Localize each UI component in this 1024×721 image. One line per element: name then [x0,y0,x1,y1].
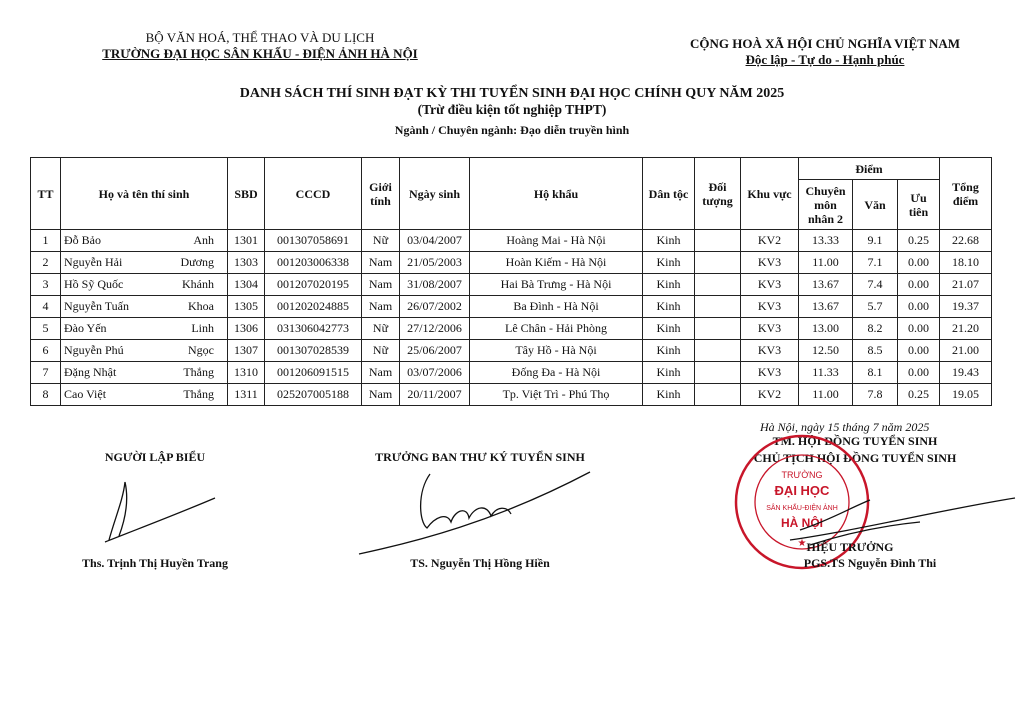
col-gender: Giới tính [362,158,400,230]
candidate-table [30,157,992,406]
cell-bonus: 0.00 [898,340,940,362]
col-cccd: CCCD [265,158,362,230]
cell-total: 21.07 [940,274,992,296]
cell-bonus: 0.00 [898,252,940,274]
cell-dob: 20/11/2007 [400,384,470,406]
cell-dob: 25/06/2007 [400,340,470,362]
col-tt: TT [31,158,61,230]
star-icon: ★ [797,538,807,549]
col-sbd: SBD [228,158,265,230]
table-row [31,318,992,340]
cell-sbd: 1310 [228,362,265,384]
col-major-score: Chuyên môn nhân 2 [799,180,853,230]
col-literature: Văn [853,180,898,230]
cell-region: KV3 [741,318,799,340]
cell-name [61,230,228,252]
cell-gender: Nam [362,362,400,384]
cell-name [61,274,228,296]
candidate-surname: Hồ Sỹ Quốc [64,277,124,291]
table-row [31,252,992,274]
cell-gender: Nam [362,274,400,296]
cell-sbd: 1304 [228,274,265,296]
cell-priority [695,274,741,296]
cell-dob: 03/04/2007 [400,230,470,252]
cell-region: KV2 [741,230,799,252]
cell-total: 19.37 [940,296,992,318]
cell-bonus: 0.25 [898,230,940,252]
cell-tt: 2 [31,252,61,274]
cell-dob: 26/07/2002 [400,296,470,318]
cell-gender: Nữ [362,318,400,340]
cell-ethnicity: Kinh [643,230,695,252]
cell-cccd: 001206091515 [265,362,362,384]
candidate-surname: Nguyễn Tuấn [64,299,130,313]
cell-dob: 31/08/2007 [400,274,470,296]
council-chair-title: CHỦ TỊCH HỘI ĐỒNG TUYỂN SINH [753,451,957,465]
major-line: Ngành / Chuyên ngành: Đạo diễn truyền hình [394,123,630,137]
seal-line-3: SÂN KHẤU-ĐIỆN ẢNH [766,505,838,512]
col-bonus: Ưu tiên [898,180,940,230]
cell-bonus: 0.00 [898,318,940,340]
preparer-name: Ths. Trịnh Thị Huyền Trang [82,556,228,570]
candidate-given-name: Linh [191,321,214,335]
university-name: TRƯỜNG ĐẠI HỌC SÂN KHẤU - ĐIỆN ẢNH HÀ NỘI [102,46,418,61]
cell-cccd: 001307028539 [265,340,362,362]
cell-literature: 7.1 [853,252,898,274]
candidate-given-name: Anh [193,233,214,247]
candidate-surname: Đào Yến [64,321,107,335]
candidate-surname: Nguyễn Hải [64,255,123,269]
cell-cccd: 001203006338 [265,252,362,274]
cell-sbd: 1307 [228,340,265,362]
cell-total: 18.10 [940,252,992,274]
col-name: Họ và tên thí sinh [61,158,228,230]
cell-residence: Hoàng Mai - Hà Nội [470,230,643,252]
cell-major-score: 13.67 [799,296,853,318]
cell-bonus: 0.00 [898,296,940,318]
cell-gender: Nữ [362,340,400,362]
cell-total: 21.00 [940,340,992,362]
cell-sbd: 1305 [228,296,265,318]
cell-priority [695,296,741,318]
cell-total: 22.68 [940,230,992,252]
cell-residence: Hai Bà Trưng - Hà Nội [470,274,643,296]
table-row [31,384,992,406]
cell-major-score: 11.33 [799,362,853,384]
cell-bonus: 0.25 [898,384,940,406]
cell-tt: 7 [31,362,61,384]
seal-line-1: TRƯỜNG [781,470,823,480]
secretary-name: TS. Nguyễn Thị Hồng Hiền [410,556,550,570]
cell-name [61,340,228,362]
header-left [60,30,460,62]
document-subtitle: (Trừ điều kiện tốt nghiệp THPT) [417,102,607,117]
cell-region: KV3 [741,340,799,362]
cell-dob: 21/05/2003 [400,252,470,274]
col-dob: Ngày sinh [400,158,470,230]
candidate-surname: Nguyễn Phú [64,343,124,357]
rector-name: PGS.TS Nguyễn Đình Thi [803,556,937,570]
cell-ethnicity: Kinh [643,318,695,340]
cell-dob: 27/12/2006 [400,318,470,340]
candidate-surname: Cao Việt [64,387,107,401]
table-row [31,362,992,384]
col-residence: Hộ khẩu [470,158,643,230]
cell-literature: 7.8 [853,384,898,406]
cell-literature: 8.2 [853,318,898,340]
cell-sbd: 1311 [228,384,265,406]
cell-ethnicity: Kinh [643,384,695,406]
cell-literature: 8.1 [853,362,898,384]
cell-cccd: 001307058691 [265,230,362,252]
cell-major-score: 11.00 [799,384,853,406]
cell-tt: 8 [31,384,61,406]
cell-name [61,384,228,406]
cell-major-score: 13.33 [799,230,853,252]
cell-gender: Nữ [362,230,400,252]
cell-ethnicity: Kinh [643,274,695,296]
col-priority-group: Đối tượng [695,158,741,230]
rector-title: HIỆU TRƯỞNG [806,540,894,554]
candidate-given-name: Thắng [183,365,214,379]
cell-gender: Nam [362,252,400,274]
cell-name [61,252,228,274]
cell-literature: 7.4 [853,274,898,296]
cell-cccd: 001202024885 [265,296,362,318]
cell-tt: 4 [31,296,61,318]
council-title: TM. HỘI ĐỒNG TUYỂN SINH [772,434,938,448]
cell-dob: 03/07/2006 [400,362,470,384]
cell-region: KV2 [741,384,799,406]
document-title: DANH SÁCH THÍ SINH ĐẠT KỲ THI TUYỂN SINH ĐẠI HỌC CHÍNH QUY NĂM 2025 [239,86,785,101]
cell-sbd: 1303 [228,252,265,274]
table-row [31,340,992,362]
cell-literature: 9.1 [853,230,898,252]
cell-major-score: 13.67 [799,274,853,296]
cell-ethnicity: Kinh [643,340,695,362]
col-ethnicity: Dân tộc [643,158,695,230]
cell-tt: 3 [31,274,61,296]
preparer-title: NGƯỜI LẬP BIỂU [104,450,206,464]
cell-residence: Tây Hồ - Hà Nội [470,340,643,362]
cell-bonus: 0.00 [898,362,940,384]
cell-literature: 8.5 [853,340,898,362]
table-body [31,230,992,406]
col-total: Tổng điểm [940,158,992,230]
table-row [31,296,992,318]
cell-priority [695,318,741,340]
cell-tt: 1 [31,230,61,252]
candidate-given-name: Ngọc [188,343,214,357]
table-row [31,230,992,252]
cell-name [61,296,228,318]
national-motto: Độc lập - Tự do - Hạnh phúc [745,52,905,67]
table-row [31,274,992,296]
cell-tt: 5 [31,318,61,340]
cell-literature: 5.7 [853,296,898,318]
cell-priority [695,230,741,252]
cell-cccd: 001207020195 [265,274,362,296]
seal-line-4: HÀ NỘI [781,516,823,530]
cell-name [61,318,228,340]
cell-ethnicity: Kinh [643,362,695,384]
cell-residence: Ba Đình - Hà Nội [470,296,643,318]
candidate-given-name: Thắng [183,387,214,401]
cell-sbd: 1306 [228,318,265,340]
col-region: Khu vực [741,158,799,230]
col-score-group: Điểm [799,158,940,180]
candidate-given-name: Khoa [188,299,214,313]
cell-major-score: 11.00 [799,252,853,274]
cell-priority [695,362,741,384]
country-name: CỘNG HOÀ XÃ HỘI CHỦ NGHĨA VIỆT NAM [689,36,961,51]
secretary-signature [355,462,595,562]
cell-cccd: 031306042773 [265,318,362,340]
cell-priority [695,252,741,274]
ministry-name: BỘ VĂN HOÁ, THỂ THAO VÀ DU LỊCH [145,30,375,45]
preparer-signature [95,470,235,550]
cell-priority [695,384,741,406]
cell-ethnicity: Kinh [643,252,695,274]
cell-residence: Đống Đa - Hà Nội [470,362,643,384]
cell-tt: 6 [31,340,61,362]
cell-residence: Tp. Việt Trì - Phú Thọ [470,384,643,406]
date-line: Hà Nội, ngày 15 tháng 7 năm 2025 [760,420,930,434]
cell-major-score: 12.50 [799,340,853,362]
cell-bonus: 0.00 [898,274,940,296]
cell-region: KV3 [741,362,799,384]
seal-line-2: ĐẠI HỌC [774,483,830,498]
cell-gender: Nam [362,384,400,406]
cell-priority [695,340,741,362]
cell-sbd: 1301 [228,230,265,252]
cell-cccd: 025207005188 [265,384,362,406]
candidate-surname: Đặng Nhật [64,365,117,379]
candidate-given-name: Khánh [182,277,214,291]
secretary-title: TRƯỞNG BAN THƯ KÝ TUYỂN SINH [375,450,585,464]
header-right [680,36,970,68]
cell-gender: Nam [362,296,400,318]
cell-total: 19.43 [940,362,992,384]
cell-major-score: 13.00 [799,318,853,340]
cell-region: KV3 [741,296,799,318]
candidate-given-name: Dương [180,255,214,269]
cell-residence: Hoàn Kiếm - Hà Nội [470,252,643,274]
cell-residence: Lê Chân - Hải Phòng [470,318,643,340]
cell-region: KV3 [741,252,799,274]
cell-ethnicity: Kinh [643,296,695,318]
candidate-surname: Đỗ Bảo [64,233,101,247]
cell-total: 21.20 [940,318,992,340]
cell-total: 19.05 [940,384,992,406]
cell-region: KV3 [741,274,799,296]
cell-name [61,362,228,384]
